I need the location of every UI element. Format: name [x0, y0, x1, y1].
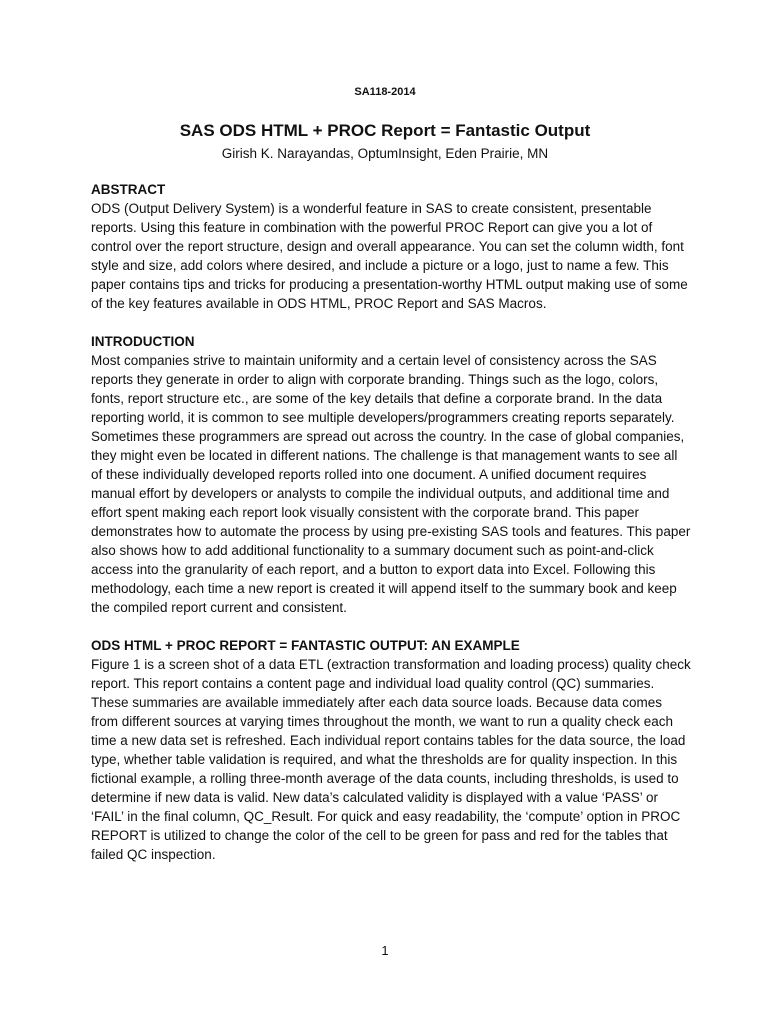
example-section: [91, 636, 691, 864]
introduction-section: [91, 332, 691, 617]
page-number: 1: [381, 943, 389, 958]
paper-id: SA118-2014: [354, 86, 416, 98]
abstract-body: ODS (Output Delivery System) is a wonderful feature in SAS to create consistent, presentable reports. Using this feature in combination with the powerful PROC Report can give you a lot of control over the report structure, design and overall appearance. You can set the column width, font style and size, add colors where desired, and include a picture or a logo, just to name a few. This paper contains tips and tricks for producing a presentation-worthy HTML output making use of some of the key features available in ODS HTML, PROC Report and SAS Macros.: [91, 201, 688, 311]
abstract-section: [91, 180, 691, 313]
introduction-heading: INTRODUCTION: [91, 334, 195, 349]
author-line: Girish K. Narayandas, OptumInsight, Eden Prairie, MN: [221, 146, 549, 161]
example-heading: ODS HTML + PROC REPORT = FANTASTIC OUTPUT: AN EXAMPLE: [91, 638, 520, 653]
abstract-heading: ABSTRACT: [91, 182, 166, 197]
example-body: Figure 1 is a screen shot of a data ETL (extraction transformation and loading process) quality check report. This report contains a content page and individual load quality control (QC) summaries. These summaries are available immediately after each data source loads. Because data comes from different sources at varying times throughout the month, we want to run a quality check each time a new data set is refreshed. Each individual report contains tables for the data source, the load type, whether table validation is required, and what the thresholds are for quality inspection. In this fictional example, a rolling three-month average of the data counts, including thresholds, is used to determine if new data is valid. New data’s calculated validity is displayed with a value ‘PASS’ or ‘FAIL’ in the final column, QC_Result. For quick and easy readability, the ‘compute’ option in PROC REPORT is utilized to change the color of the cell to be green for pass and red for the tables that failed QC inspection.: [91, 657, 691, 862]
paper-title: SAS ODS HTML + PROC Report = Fantastic Output: [179, 121, 591, 140]
introduction-body: Most companies strive to maintain uniformity and a certain level of consistency across the SAS reports they generate in order to align with corporate branding. Things such as the logo, colors, fonts, report structure etc., are some of the key details that define a corporate brand. In the data reporting world, it is common to see multiple developers/programmers creating reports separately. Sometimes these programmers are spread out across the country. In the case of global companies, they might even be located in different nations. The challenge is that management wants to see all of these individually developed reports rolled into one document. A unified document requires manual effort by developers or analysts to compile the individual outputs, and additional time and effort spent making each report look visually consistent with the corporate brand. This paper demonstrates how to automate the process by using pre-existing SAS tools and features. This paper also shows how to add additional functionality to a summary document such as point-and-click access into the granularity of each report, and a button to export data into Excel. Following this methodology, each time a new report is created it will append itself to the summary book and keep the compiled report current and consistent.: [91, 353, 691, 615]
